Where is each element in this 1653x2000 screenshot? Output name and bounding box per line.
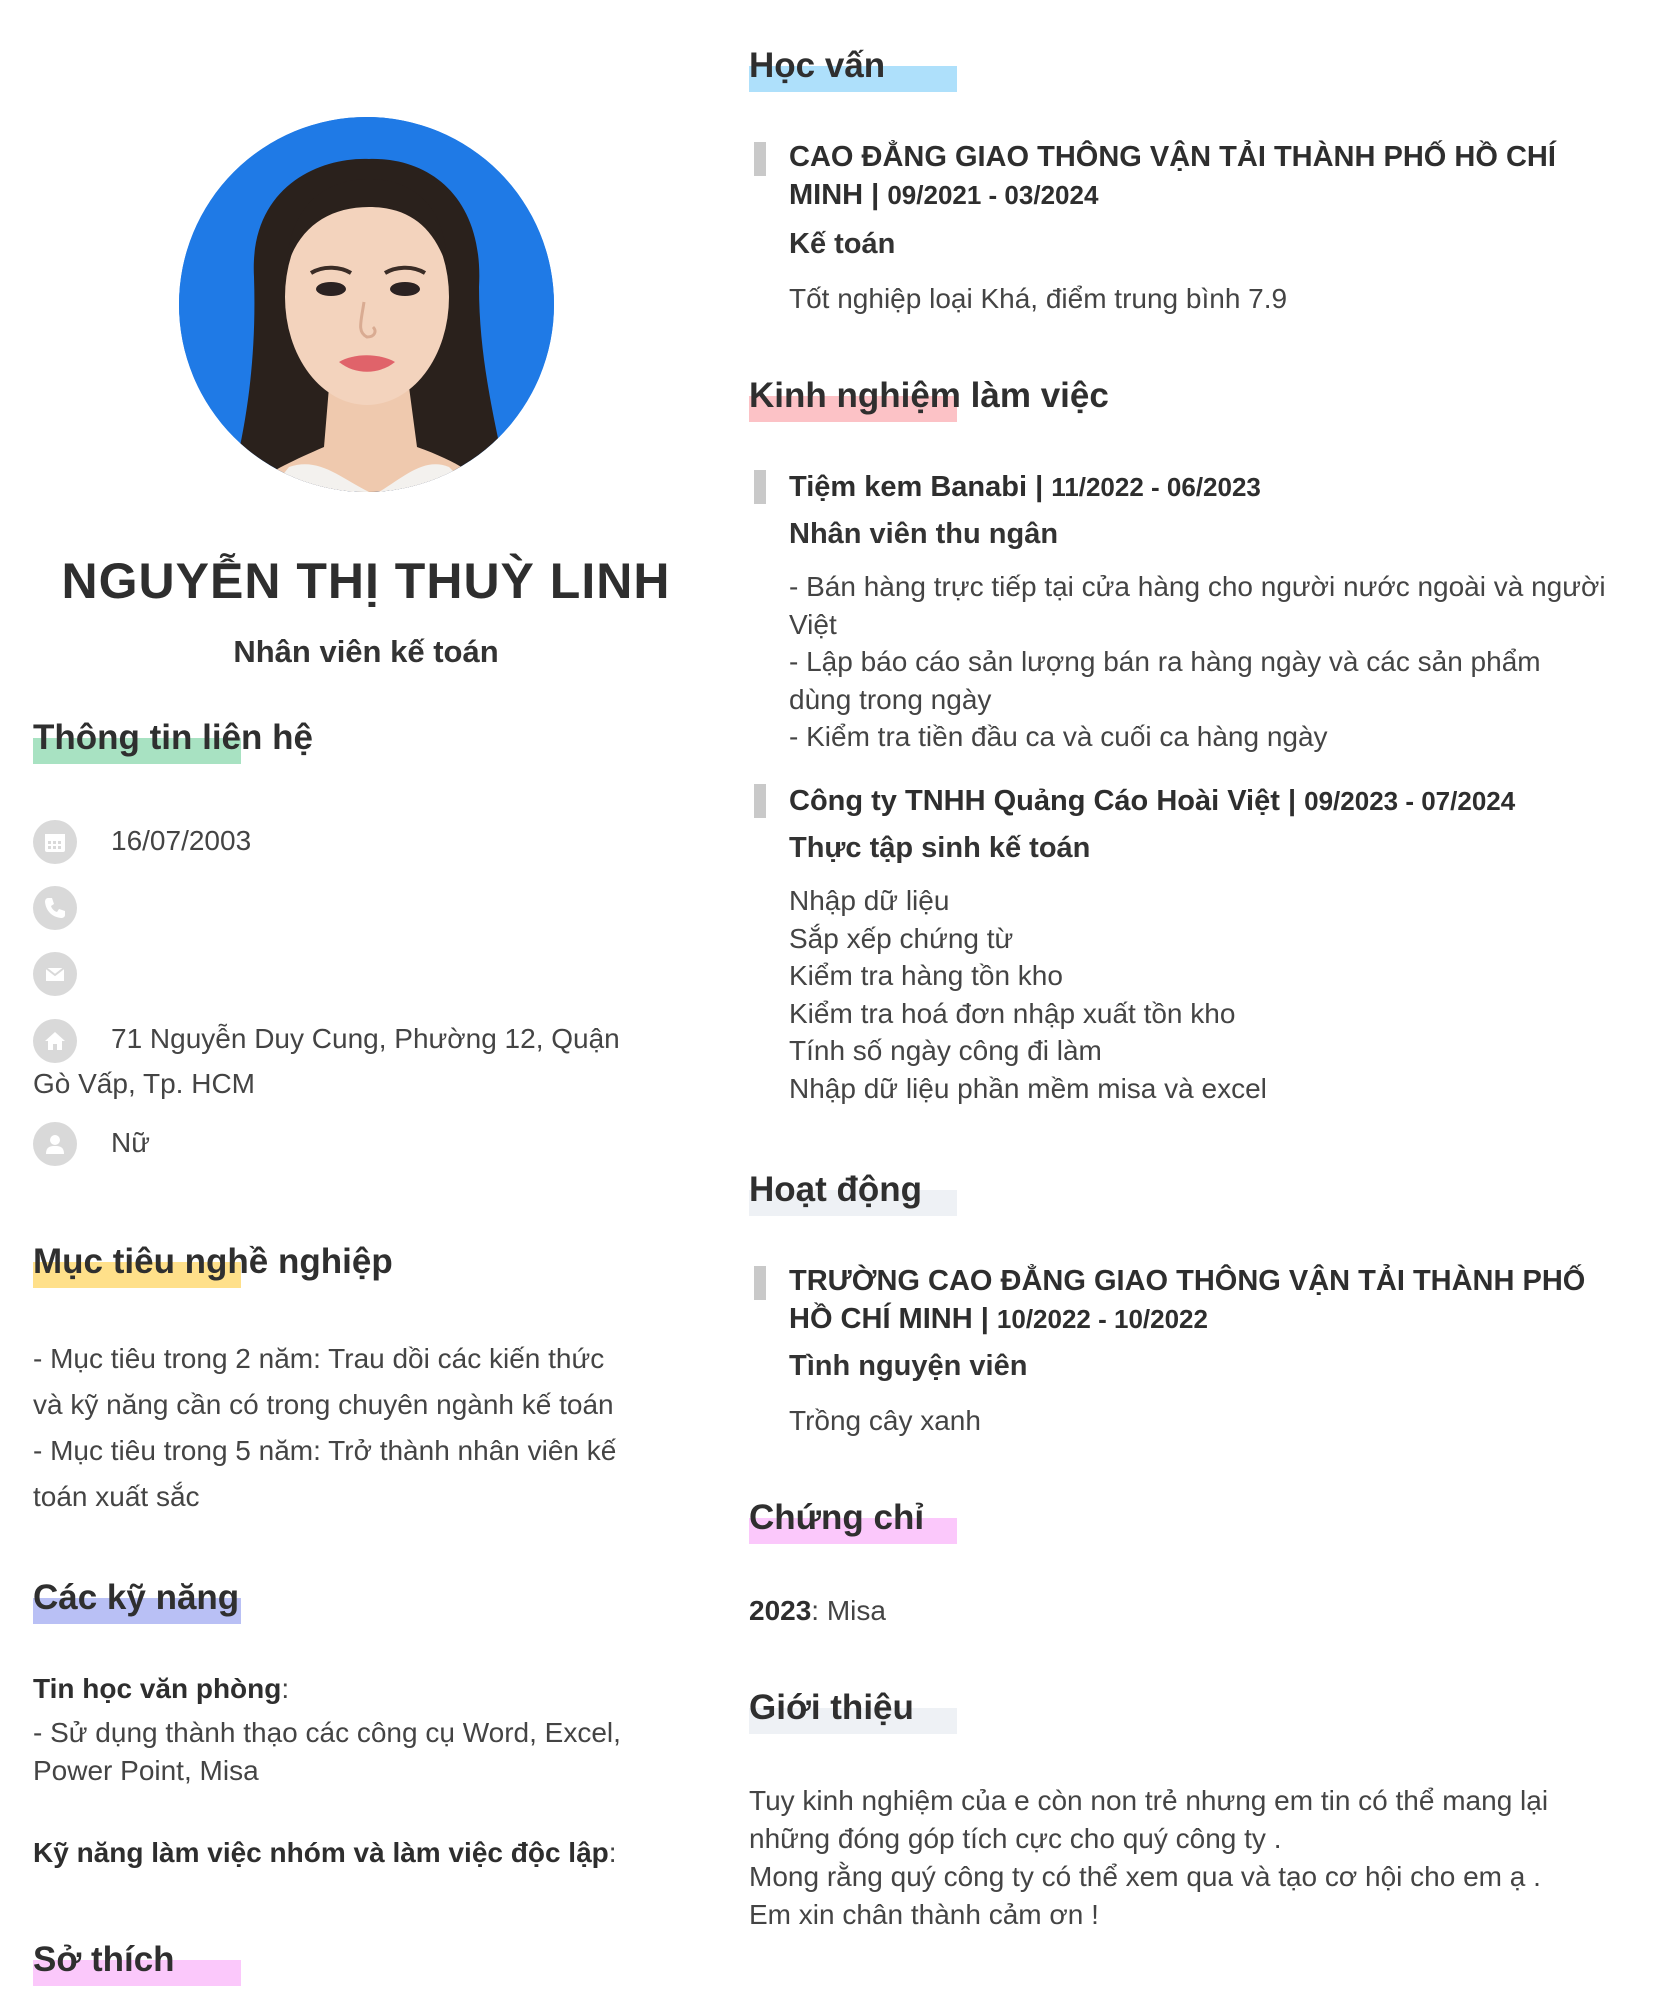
section-heading-intro: Giới thiệu [749,1688,914,1728]
entry-marker [754,784,766,818]
phone-icon [33,886,77,930]
contact-gender [33,1122,150,1166]
section-heading-certificates: Chứng chỉ [749,1498,924,1538]
school-name: CAO ĐẲNG GIAO THÔNG VẬN TẢI THÀNH PHỐ HỒ CHÍ MINH | 09/2021 - 03/2024 [789,141,1556,211]
birthday-value: 16/07/2003 [111,825,252,856]
job-description: - Bán hàng trực tiếp tại cửa hàng cho người nước ngoài và người Việt - Lập báo cáo sản lượng bán ra hàng ngày và các sản phẩm dùng trong ngày - Kiểm tra tiền đầu ca và cuối ca hàng ngày [789,571,1606,752]
avatar [179,117,554,492]
user-icon [33,1122,77,1166]
entry-marker [754,470,766,504]
section-heading-skills: Các kỹ năng [33,1578,239,1618]
home-icon [33,1019,77,1063]
calendar-icon [33,820,77,864]
section-heading-hobbies: Sở thích [33,1940,175,1980]
section-heading-objective: Mục tiêu nghề nghiệp [33,1242,393,1282]
activity-description: Trồng cây xanh [789,1405,981,1436]
education-note: Tốt nghiệp loại Khá, điểm trung bình 7.9 [789,283,1288,314]
contact-phone [33,886,111,930]
section-heading-contact: Thông tin liên hệ [33,718,313,758]
entry-marker [754,142,766,176]
activity-role: Tình nguyện viên [789,1350,1028,1382]
education-major: Kế toán [789,228,896,260]
portrait-photo [179,117,554,492]
section-heading-activities: Hoạt động [749,1170,922,1210]
job-title: Nhân viên kế toán [233,634,499,669]
job-role: Thực tập sinh kế toán [789,832,1091,864]
job-role: Nhân viên thu ngân [789,518,1059,550]
address-value: 71 Nguyễn Duy Cung, Phường 12, Quận Gò Vấp, Tp. HCM [33,1023,620,1099]
gender-value: Nữ [111,1127,150,1158]
certificate-item: 2023: Misa [749,1595,886,1626]
skills-office: Tin học văn phòng: - Sử dụng thành thạo các công cụ Word, Excel, Power Point, Misa [33,1673,621,1786]
entry-marker [754,1266,766,1300]
activity-org: TRƯỜNG CAO ĐẲNG GIAO THÔNG VẬN TẢI THÀNH PHỐ HỒ CHÍ MINH | 10/2022 - 10/2022 [789,1265,1586,1335]
objective-text: - Mục tiêu trong 2 năm: Trau dồi các kiến thức và kỹ năng cần có trong chuyên ngành kế toán - Mục tiêu trong 5 năm: Trở thành nhân viên kế toán xuất sắc [33,1343,617,1512]
section-heading-experience: Kinh nghiệm làm việc [749,376,1109,416]
email-icon [33,952,77,996]
job-description: Nhập dữ liệu Sắp xếp chứng từ Kiểm tra hàng tồn kho Kiểm tra hoá đơn nhập xuất tồn kho Tính số ngày công đi làm Nhập dữ liệu phần mềm misa và excel [789,885,1267,1104]
contact-email [33,952,111,996]
job-company-period: Tiệm kem Banabi | 11/2022 - 06/2023 [789,471,1261,503]
contact-birthday [33,820,251,864]
full-name: NGUYỄN THỊ THUỲ LINH [61,553,671,609]
contact-address [33,1018,633,1105]
intro-text: Tuy kinh nghiệm của e còn non trẻ nhưng em tin có thể mang lại những đóng góp tích cực cho quý công ty . Mong rằng quý công ty có thể xem qua và tạo cơ hội cho em ạ . Em xin chân thành cảm ơn ! [749,1785,1549,1930]
skills-teamwork: Kỹ năng làm việc nhóm và làm việc độc lập: [33,1837,617,1868]
job-company-period: Công ty TNHH Quảng Cáo Hoài Việt | 09/2023 - 07/2024 [789,785,1516,817]
section-heading-education: Học vấn [749,46,885,86]
